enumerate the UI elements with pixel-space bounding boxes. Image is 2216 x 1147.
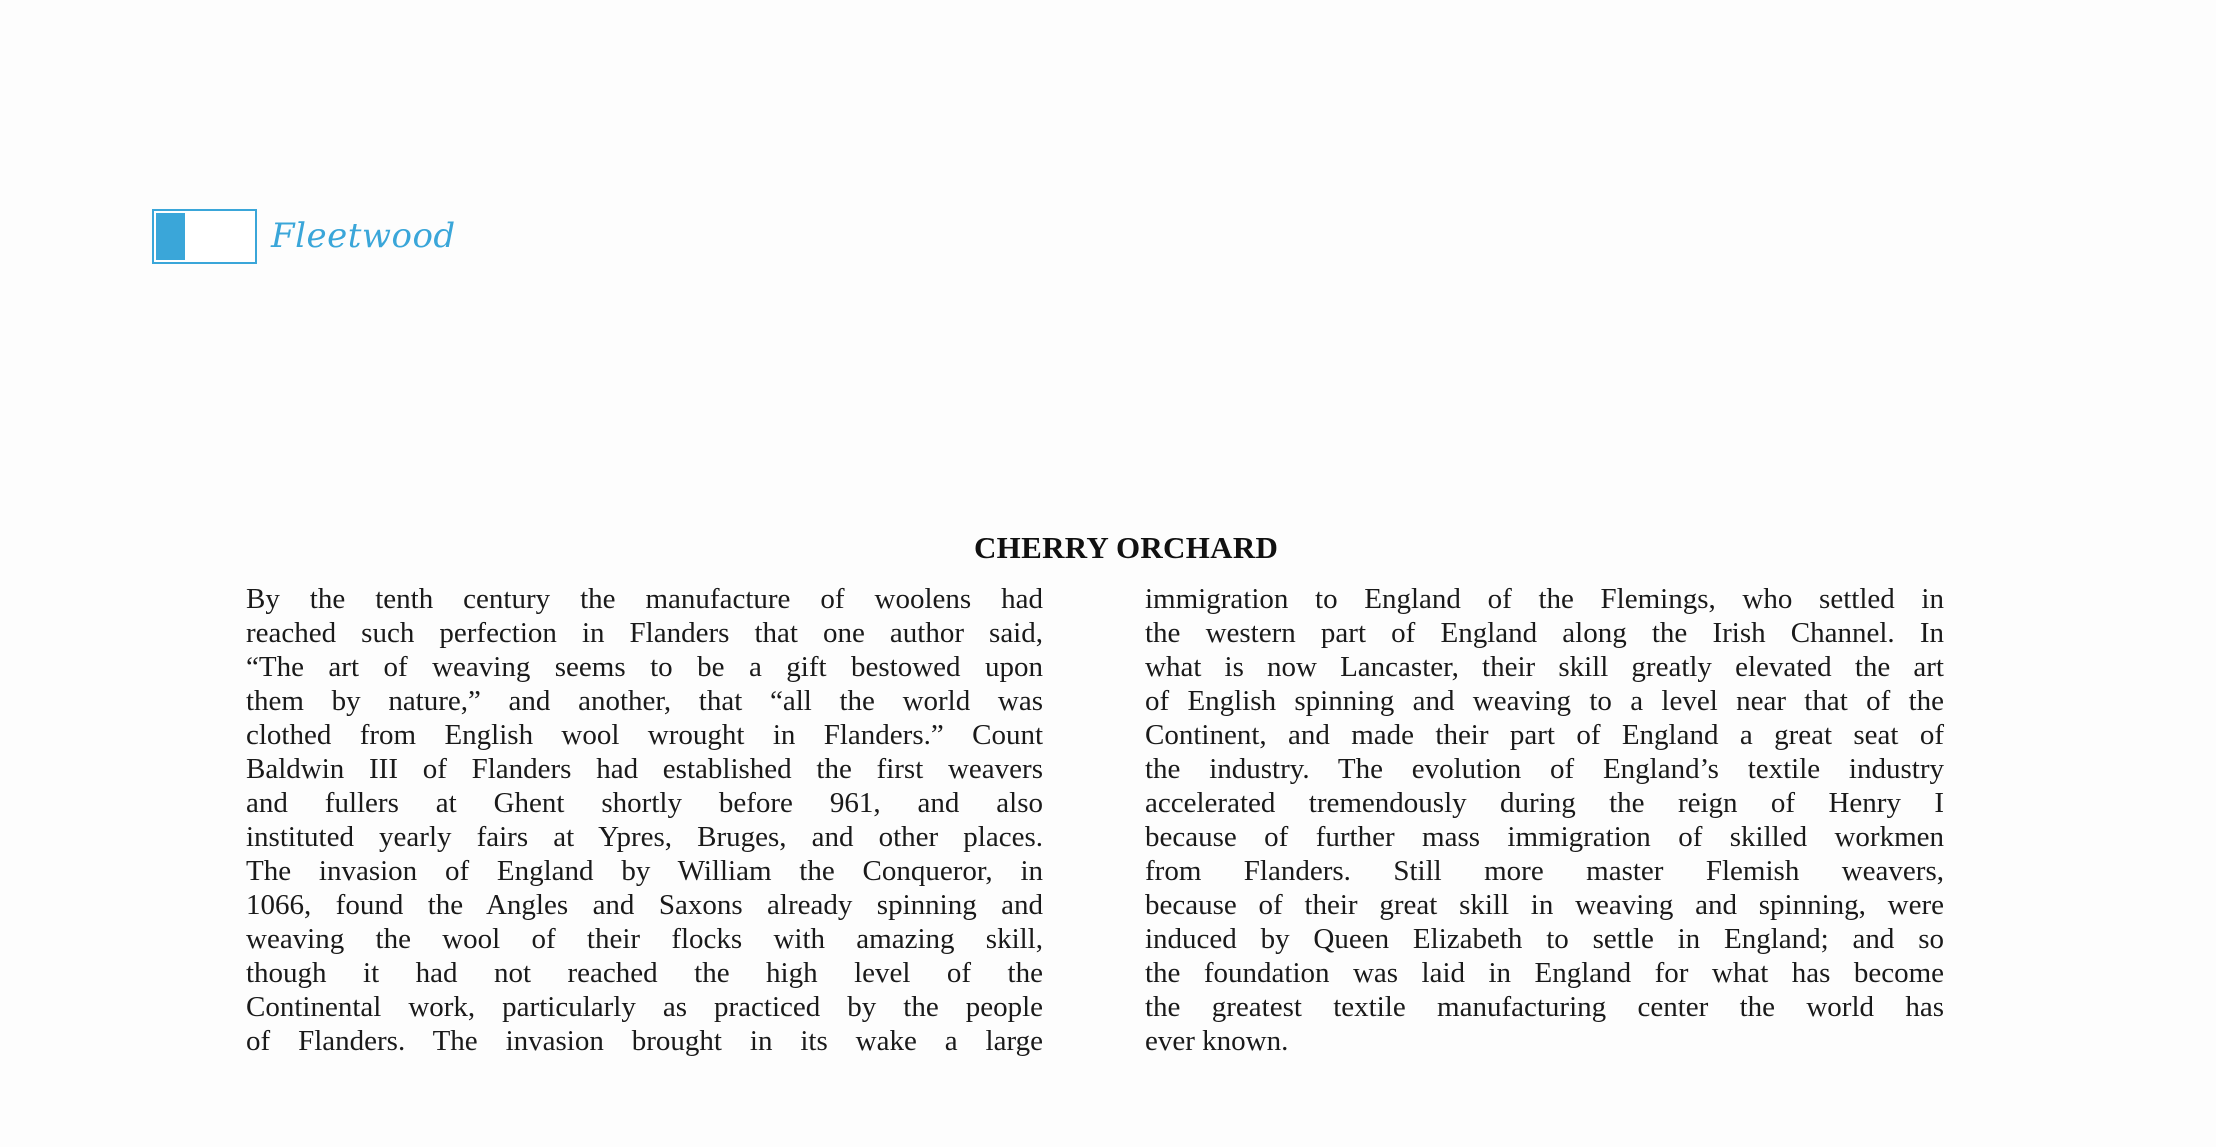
text-line: accelerated tremendously during the reign of Henry I	[1145, 787, 1944, 819]
text-line: weaving the wool of their flocks with amazing skill,	[246, 923, 1043, 955]
article-left-column	[246, 582, 1043, 1058]
text-line: and fullers at Ghent shortly before 961, and also	[246, 787, 1043, 819]
text-line: “The art of weaving seems to be a gift bestowed upon	[246, 651, 1043, 683]
text-line: induced by Queen Elizabeth to settle in England; and so	[1145, 923, 1944, 955]
text-line: the greatest textile manufacturing center the world has	[1145, 991, 1944, 1023]
fleetwood-logo	[152, 207, 456, 265]
text-line: By the tenth century the manufacture of woolens had	[246, 583, 1043, 615]
text-line: Continent, and made their part of England a great seat of	[1145, 719, 1944, 751]
text-line: what is now Lancaster, their skill greatly elevated the art	[1145, 651, 1944, 683]
text-line: the foundation was laid in England for what has become	[1145, 957, 1944, 989]
text-line: immigration to England of the Flemings, who settled in	[1145, 583, 1944, 615]
text-line: ever known.	[1145, 1025, 1289, 1057]
text-line: Baldwin III of Flanders had established the first weavers	[246, 753, 1043, 785]
text-line: because of further mass immigration of skilled workmen	[1145, 821, 1944, 853]
text-line: 1066, found the Angles and Saxons already spinning and	[246, 889, 1043, 921]
text-line: clothed from English wool wrought in Flanders.” Count	[246, 719, 1043, 751]
text-line: Continental work, particularly as practiced by the people	[246, 991, 1043, 1023]
text-line: The invasion of England by William the Conqueror, in	[246, 855, 1043, 887]
text-line: the industry. The evolution of England’s textile industry	[1145, 753, 1944, 785]
text-line: instituted yearly fairs at Ypres, Bruges, and other places.	[246, 821, 1043, 853]
text-line: them by nature,” and another, that “all the world was	[246, 685, 1043, 717]
text-line: because of their great skill in weaving and spinning, were	[1145, 889, 1944, 921]
article-right-column	[1145, 582, 1944, 1058]
logo-mark-icon	[152, 209, 257, 264]
text-line: though it had not reached the high level of the	[246, 957, 1043, 989]
logo-wordmark: Fleetwood	[271, 216, 456, 256]
text-line: reached such perfection in Flanders that one author said,	[246, 617, 1043, 649]
logo-mark-fill	[156, 213, 185, 260]
text-line: from Flanders. Still more master Flemish weavers,	[1145, 855, 1944, 887]
article-title: CHERRY ORCHARD	[974, 530, 1279, 565]
text-line: of Flanders. The invasion brought in its wake a large	[246, 1025, 1043, 1057]
text-line: the western part of England along the Irish Channel. In	[1145, 617, 1944, 649]
text-line: of English spinning and weaving to a level near that of the	[1145, 685, 1944, 717]
